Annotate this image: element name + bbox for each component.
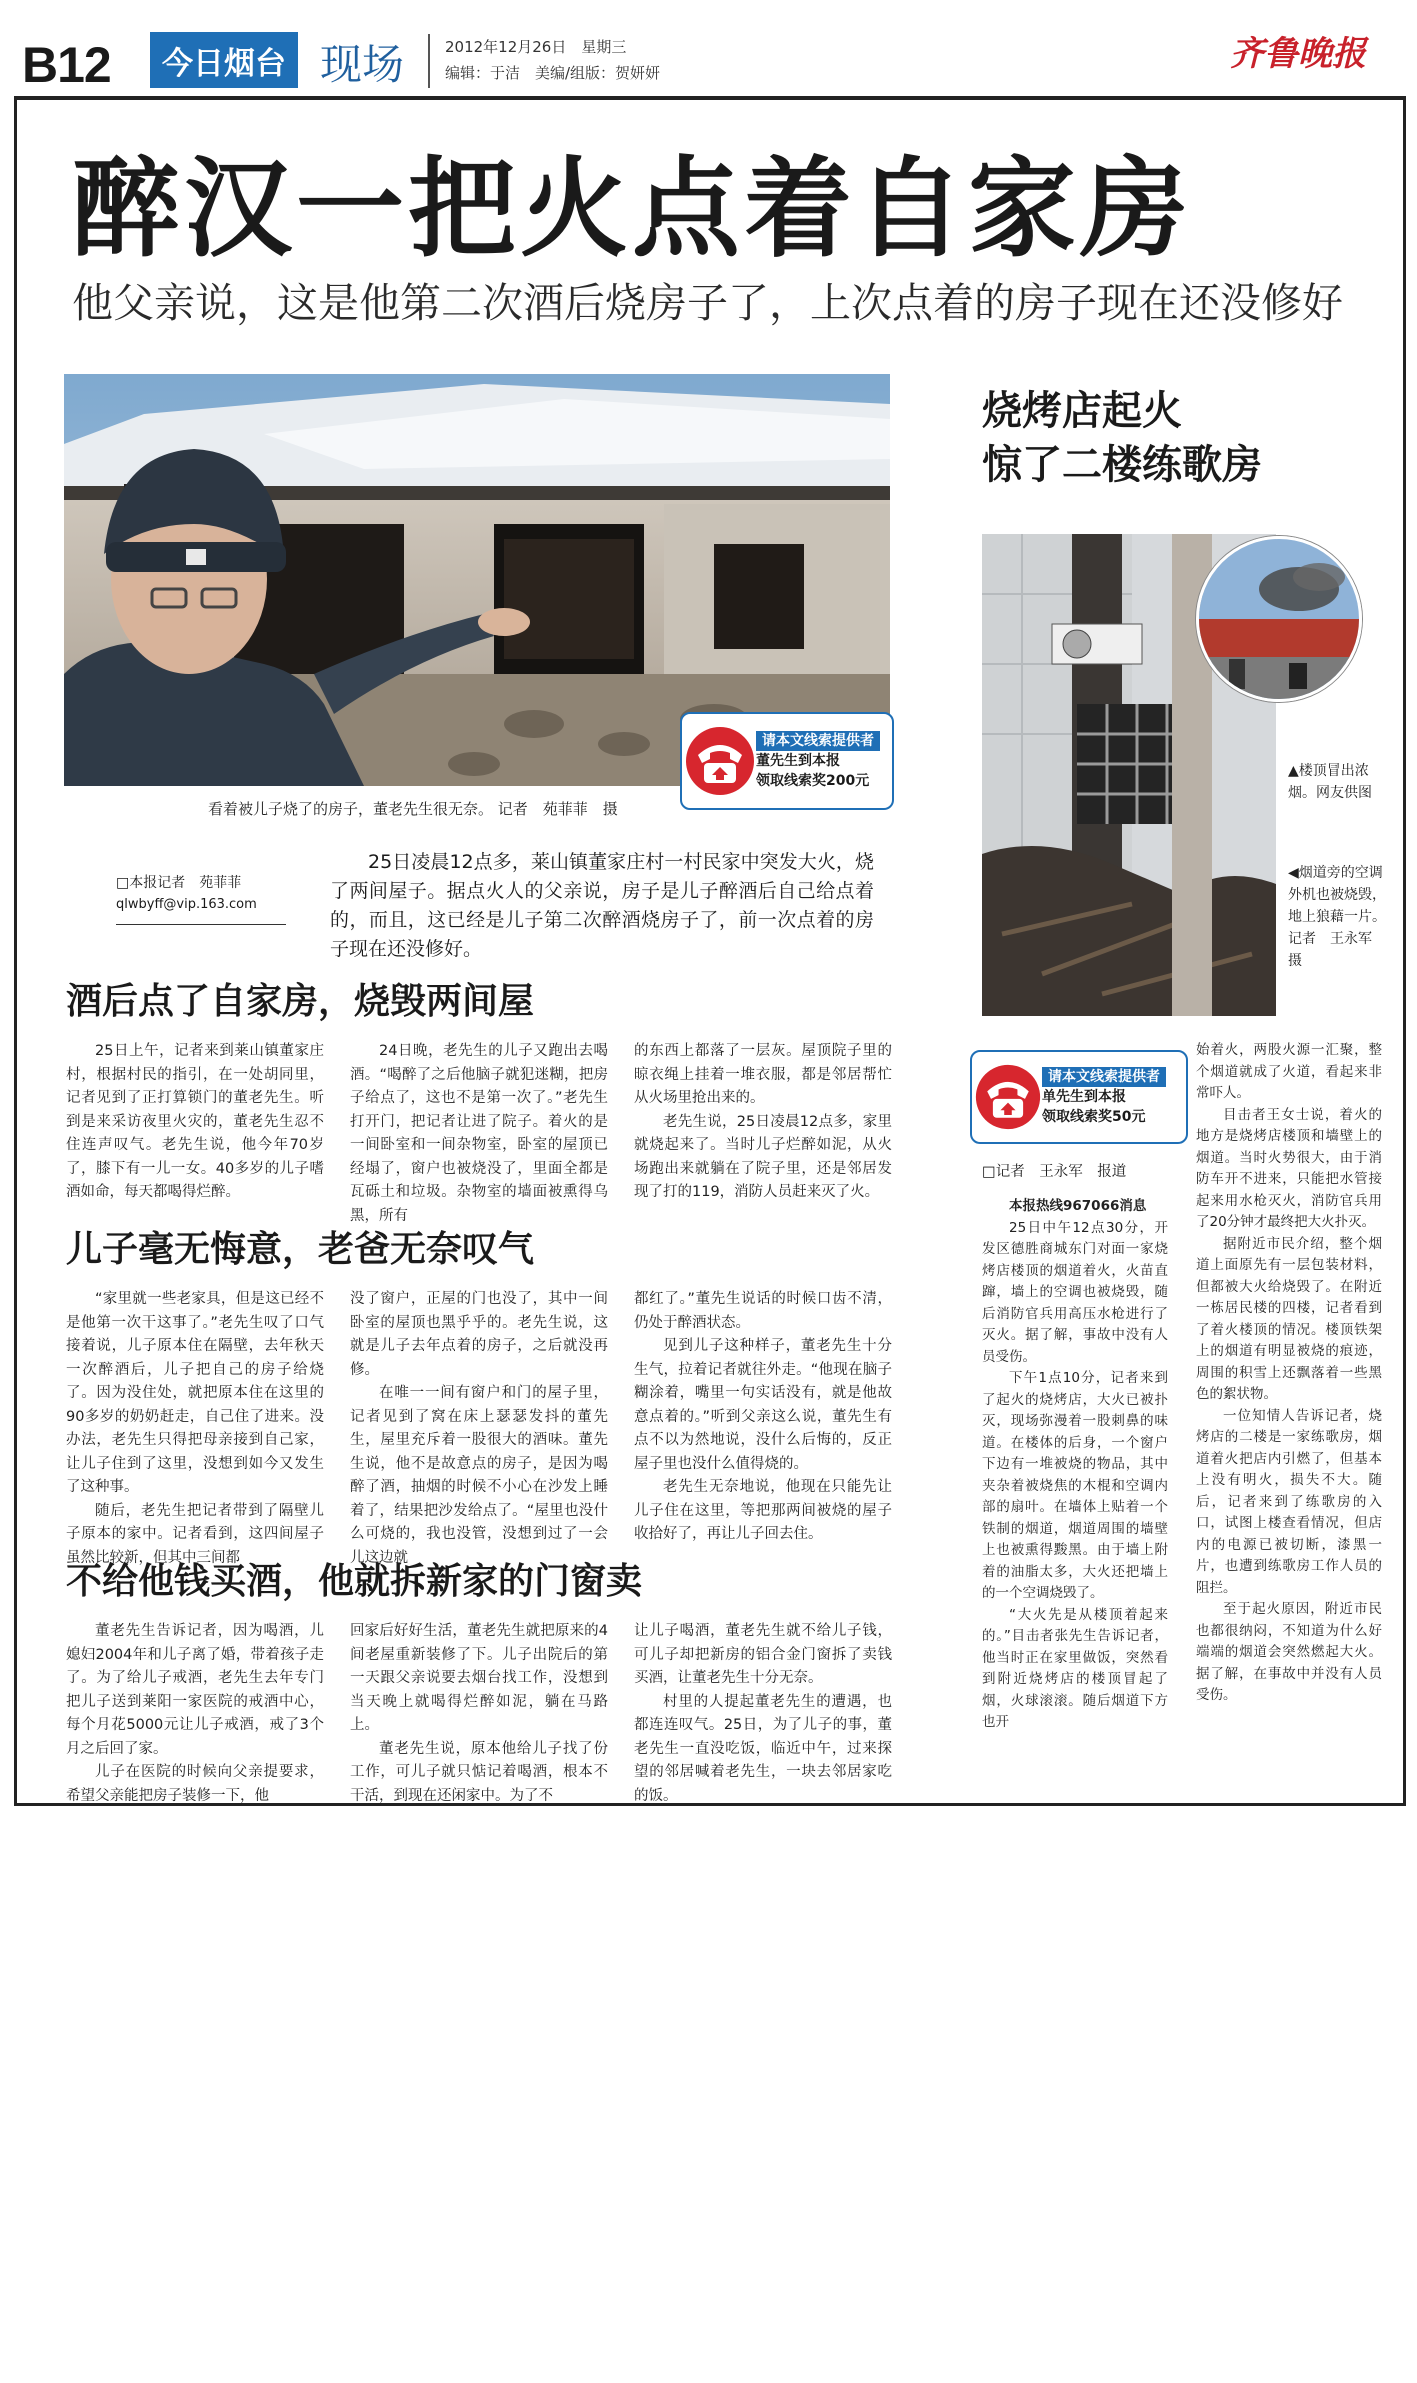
byline-block	[116, 872, 286, 925]
s2-col2	[350, 1288, 608, 1570]
byline-rule	[116, 924, 286, 925]
paragraph: 下午1点10分，记者来到了起火的烧烤店，大火已被扑灭，现场弥漫着一股刺鼻的味道。在楼体的后身，一个窗户下边有一堆被烧的物品，其中夹杂着被烧焦的木棍和空调内部的扇叶。在墙体上贴着一个铁制的烟道，烟道周围的墙壁上也被熏得黢黑。由于墙上附着的油脂太多，大火还把墙上的一个空调烧毁了。	[982, 1370, 1168, 1601]
paragraph: 24日晚，老先生的儿子又跑出去喝酒。“喝醉了之后他脑子就犯迷糊，把房子给点了，这也不是第一次了。”老先生打开门，把记者让进了院子。着火的是一间卧室和一间杂物室，卧室的屋顶已经塌了，窗户也被烧没了，里面全都是瓦砾土和垃圾。杂物室的墙面被熏得乌黑，所有	[350, 1043, 608, 1224]
page-number: B12	[22, 37, 111, 93]
s1-col2	[350, 1040, 608, 1228]
subheadline: 他父亲说，这是他第二次酒后烧房子了，上次点着的房子现在还没修好	[72, 279, 1343, 327]
paragraph: 回家后好好生活，董老先生就把原来的4间老屋重新装修了下。儿子出院后的第一天跟父亲说要去烟台找工作，没想到当天晚上就喝得烂醉如泥，躺在马路上。	[350, 1623, 608, 1733]
hotline-title: 请本文线索提供者	[756, 731, 880, 751]
paragraph: “大火先是从楼顶着起来的。”目击者张先生告诉记者，他当时正在家里做饭，突然看到附近烧烤店的楼顶冒起了烟，火球滚滚。随后烟道下方也开	[982, 1606, 1168, 1730]
paragraph: 董老先生告诉记者，因为喝酒，儿媳妇2004年和儿子离了婚，带着孩子走了。为了给儿子戒酒，老先生去年专门把儿子送到莱阳一家医院的戒酒中心，每个月花5000元让儿子戒酒，戒了3个月之后回了家。	[66, 1623, 324, 1757]
s1-col3	[634, 1040, 892, 1205]
paragraph: 25日中午12点30分，开发区德胜商城东门对面一家烧烤店楼顶的烟道着火，火苗直蹿，墙上的空调也被烧毁，随后消防官兵用高压水枪进行了灭火。据了解，事故中没有人员受伤。	[982, 1219, 1168, 1365]
s1-col1	[66, 1040, 324, 1205]
side-headline-line2: 惊了二楼练歌房	[982, 442, 1262, 488]
phone-icon	[684, 725, 756, 797]
hotline-badge	[680, 712, 894, 810]
paragraph: 让儿子喝酒，董老先生就不给儿子钱，可儿子却把新房的铝合金门窗拆了卖钱买酒，让董老先生十分无奈。	[634, 1623, 892, 1686]
side-headline-line1: 烧烤店起火	[982, 388, 1182, 434]
s2-col1	[66, 1288, 324, 1570]
section-heading-3: 不给他钱买酒，他就拆新家的门窗卖	[66, 1561, 643, 1602]
editor-line: 编辑：于洁 美编/组版：贺妍妍	[445, 64, 661, 82]
side-hotline-line1: 单先生到本报	[1042, 1089, 1126, 1105]
side-headline	[982, 384, 1262, 492]
side-hotline-badge	[970, 1050, 1188, 1144]
paragraph: 一位知情人告诉记者，烧烤店的二楼是一家练歌房，烟道着火把店内引燃了，但基本上没有明火，损失不大。随后，记者来到了练歌房的入口，试图上楼查看情况，但店内的电源已被切断，漆黑一片，也遭到练歌房工作人员的阻拦。	[1196, 1407, 1382, 1596]
paragraph: 见到儿子这种样子，董老先生十分生气，拉着记者就往外走。“他现在脑子糊涂着，嘴里一句实话没有，就是他故意点着的。”听到父亲这么说，董先生有点不以为然地说，没什么后悔的，反正屋子里也没什么值得烧的。	[634, 1338, 892, 1472]
paragraph: 25日上午，记者来到莱山镇董家庄村，根据村民的指引，在一处胡同里，记者见到了正打算锁门的董老先生。听到是来采访夜里火灾的，董老先生忍不住连声叹气。老先生说，他今年70岁了，膝下有一儿一女。40多岁的儿子嗜酒如命，每天都喝得烂醉。	[66, 1043, 324, 1200]
side-col2	[1196, 1040, 1382, 1707]
section-heading-1: 酒后点了自家房，烧毁两间屋	[66, 981, 535, 1022]
phone-icon	[974, 1063, 1042, 1131]
paragraph: 儿子在医院的时候向父亲提要求，希望父亲能把房子装修一下，他	[66, 1764, 324, 1804]
header-info	[445, 34, 660, 86]
paragraph: 老先生说，25日凌晨12点多，家里就烧起来了。当时儿子烂醉如泥，从火场跑出来就躺在了院子里，还是邻居发现了打的119，消防人员赶来灭了火。	[634, 1113, 892, 1200]
side-hotline-line2: 领取线索奖50元	[1042, 1109, 1146, 1125]
paragraph: 董老先生说，原本他给儿子找了份工作，可儿子就只惦记着喝酒，根本不干活，到现在还闲家中。为了不	[350, 1740, 608, 1804]
byline: □本报记者 苑菲菲	[116, 875, 242, 891]
side-col1	[982, 1196, 1168, 1734]
paragraph: 目击者王女士说，着火的地方是烧烤店楼顶和墙壁上的烟道。当时火势很大，由于消防车开不进来，只能把水管接起来用水枪灭火，消防官兵用了20分钟才最终把大火扑灭。	[1196, 1106, 1382, 1230]
s3-col3	[634, 1620, 892, 1808]
lead-paragraph	[330, 848, 874, 964]
section-heading-2: 儿子毫无悔意，老爸无奈叹气	[66, 1229, 535, 1270]
headline: 醉汉一把火点着自家房	[72, 147, 1193, 272]
s2-col3	[634, 1288, 892, 1547]
paragraph: 据附近市民介绍，整个烟道上面原先有一层包装材料，但都被大火给烧毁了。在附近一栋居民楼的四楼，记者看到了着火楼顶的情况。楼顶铁架上的烟道有明显被烧的痕迹，周围的积雪上还飘落着一些黑色的絮状物。	[1196, 1235, 1382, 1402]
paragraph: 老先生无奈地说，他现在只能先让儿子住在这里，等把那两间被烧的屋子收拾好了，再让儿子回去住。	[634, 1479, 892, 1542]
paragraph: 始着火，两股火源一汇聚，整个烟道就成了火道，看起来非常吓人。	[1196, 1042, 1382, 1101]
paragraph: 村里的人提起董老先生的遭遇，也都连连叹气。25日，为了儿子的事，董老先生一直没吃饭，临近中午，过来探望的邻居喊着老先生，一块去邻居家吃的饭。	[634, 1693, 892, 1804]
section-badge: 今日烟台	[150, 32, 298, 88]
date-line: 2012年12月26日 星期三	[445, 38, 627, 56]
paragraph: 随后，老先生把记者带到了隔壁儿子原本的家中。记者看到，这四间屋子虽然比较新，但其中三间都	[66, 1502, 324, 1566]
paragraph: “家里就一些老家具，但是这已经不是他第一次干这事了。”老先生叹了口气接着说，儿子原本住在隔壁，去年秋天一次醉酒后，儿子把自己的房子给烧了。因为没住处，就把原本住在这里的90多岁的奶奶赶走，自己住了进来。没办法，老先生只得把母亲接到自己家，让儿子住到了这里，没想到如今又发生了这种事。	[66, 1291, 324, 1495]
paragraph: 没了窗户，正屋的门也没了，其中一间卧室的屋顶也黑乎乎的。老先生说，这就是儿子去年点着的房子，之后就没再修。	[350, 1291, 608, 1378]
lead-text: 25日凌晨12点多，莱山镇董家庄村一村民家中突发大火，烧了两间屋子。据点火人的父亲说，房子是儿子醉酒后自己给点着的，而且，这已经是儿子第二次醉酒烧房子了，前一次点着的房子现在还没修好。	[330, 851, 874, 960]
s3-col1	[66, 1620, 324, 1808]
hotline-line1: 董先生到本报	[756, 753, 840, 769]
side-hotline-title: 请本文线索提供者	[1042, 1067, 1166, 1087]
paragraph: 至于起火原因，附近市民也都很纳闷，不知道为什么好端端的烟道会突然燃起大火。据了解，在事故中并没有人员受伤。	[1196, 1601, 1382, 1703]
side-byline: □记者 王永军 报道	[982, 1164, 1127, 1180]
subsection-label: 现场	[320, 40, 405, 89]
side-caption-mid: ◀烟道旁的空调外机也被烧毁，地上狼藉一片。记者 王永军 摄	[1288, 865, 1386, 969]
masthead-logo: 齐鲁晚报	[1230, 34, 1366, 74]
paragraph: 都红了。”董先生说话的时候口齿不清，仍处于醉酒状态。	[634, 1291, 892, 1331]
photo-caption: 看着被儿子烧了的房子，董老先生很无奈。 记者 苑菲菲 摄	[208, 800, 618, 818]
paragraph: 在唯一一间有窗户和门的屋子里，记者见到了窝在床上瑟瑟发抖的董先生，屋里充斥着一股很大的酒味。董先生说，他不是故意点的房子，是因为喝醉了酒，抽烟的时候不小心在沙发上睡着了，结果把沙发给点了。“屋里也没什么可烧的，我也没管，没想到过了一会儿这边就	[350, 1385, 608, 1566]
paragraph: 的东西上都落了一层灰。屋顶院子里的晾衣绳上挂着一堆衣服，都是邻居帮忙从火场里抢出来的。	[634, 1043, 892, 1106]
side-caption-top: ▲楼顶冒出浓烟。网友供图	[1288, 763, 1372, 801]
hotline-line2: 领取线索奖200元	[756, 773, 870, 789]
inset-photo	[1196, 536, 1362, 702]
header-divider	[428, 34, 430, 88]
s3-col2	[350, 1620, 608, 1808]
reporter-email: qlwbyff@vip.163.com	[116, 897, 257, 912]
side-hotline-note: 本报热线967066消息	[1009, 1198, 1147, 1214]
